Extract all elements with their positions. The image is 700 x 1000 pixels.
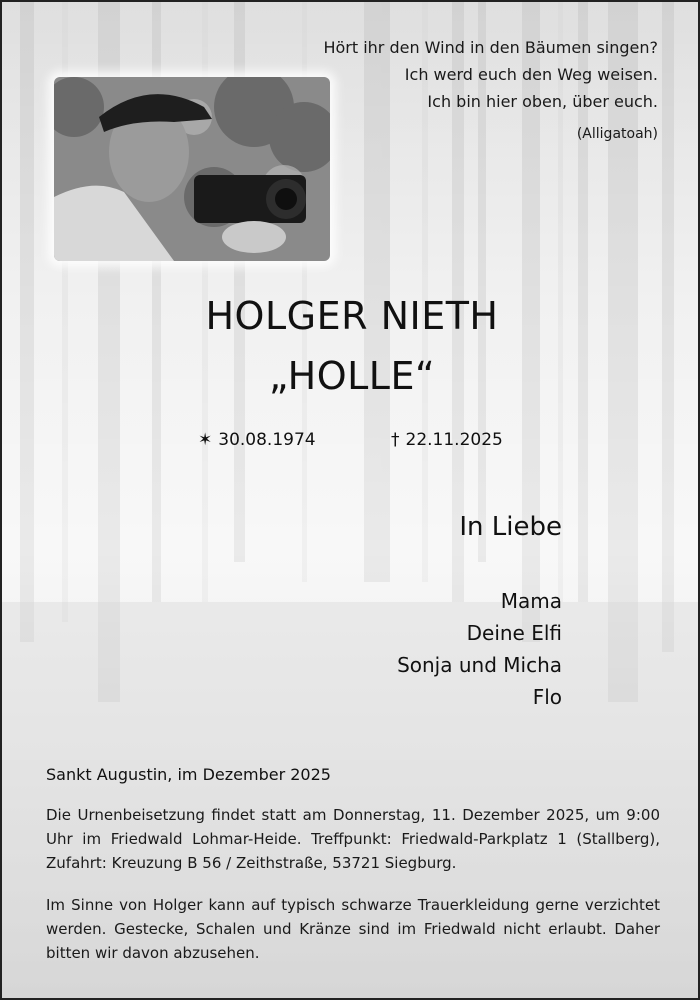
in-love-heading: In Liebe: [459, 512, 562, 542]
portrait-photo: [54, 77, 330, 261]
quote-line: Ich werd euch den Weg weisen.: [404, 65, 658, 84]
star-icon: ✶: [198, 430, 213, 450]
burial-info-paragraph: Die Urnenbeisetzung findet statt am Donnerstag, 11. Dezember 2025, um 9:00 Uhr im Friedwald Lohmar-Heide. Treffpunkt: Friedwald-Parkplatz 1 (Stallberg), Zufahrt: Kreuzung B 56 / Zeithstraße, 53721 Siegburg.: [46, 806, 660, 872]
quote-line: Hört ihr den Wind in den Bäumen singen?: [323, 38, 658, 57]
birth-date-value: 30.08.1974: [218, 430, 316, 450]
dress-code-paragraph: Im Sinne von Holger kann auf typisch schwarze Trauerkleidung gerne verzichtet werden. Gestecke, Schalen und Kränze sind im Friedwald nicht erlaubt. Daher bitten wir davon abzusehen.: [46, 896, 660, 962]
deceased-name: HOLGER NIETH: [205, 294, 499, 338]
deceased-nickname: „HOLLE“: [268, 354, 436, 398]
place-and-date: Sankt Augustin, im Dezember 2025: [46, 765, 331, 784]
deceased-name-block: [2, 292, 700, 400]
cross-icon: †: [391, 430, 400, 450]
mourner-name: Deine Elfi: [466, 621, 562, 645]
mourner-name: Sonja und Micha: [397, 653, 562, 677]
death-date: [391, 430, 503, 450]
birth-date: [198, 430, 316, 450]
quote-block: [323, 34, 658, 148]
mourner-name: Mama: [500, 589, 562, 613]
mourner-name: Flo: [532, 685, 562, 709]
quote-line: Ich bin hier oben, über euch.: [427, 92, 658, 111]
death-date-value: 22.11.2025: [405, 430, 503, 450]
portrait-photo-drawing: [54, 77, 330, 261]
mourners-list: [397, 585, 562, 713]
quote-author: (Alligatoah): [576, 126, 658, 142]
